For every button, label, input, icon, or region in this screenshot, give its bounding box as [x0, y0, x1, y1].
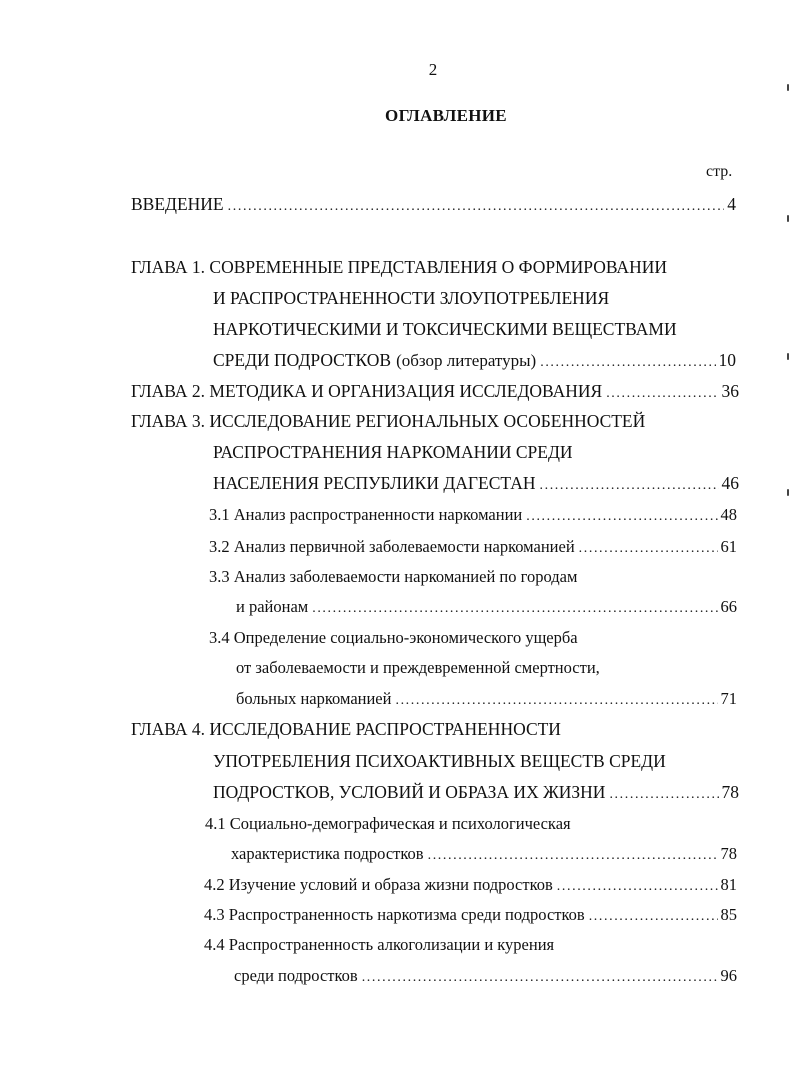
toc-entry-label-continued: УПОТРЕБЛЕНИЯ ПСИХОАКТИВНЫХ ВЕЩЕСТВ СРЕДИ: [213, 751, 666, 771]
toc-page-number: 96: [720, 966, 737, 985]
toc-entry-label: ГЛАВА 3. ИССЛЕДОВАНИЕ РЕГИОНАЛЬНЫХ ОСОБЕННОСТЕЙ: [131, 411, 646, 431]
scan-speck: [787, 215, 789, 222]
toc-section-3-2[interactable]: [209, 536, 737, 560]
toc-entry-label-continued: СРЕДИ ПОДРОСТКОВ: [213, 350, 392, 370]
toc-page-number: 78: [721, 782, 739, 802]
dot-leader: [609, 784, 718, 806]
toc-entry-chapter-2[interactable]: [131, 380, 739, 405]
dot-leader: [606, 383, 718, 405]
toc-page-number: 81: [720, 875, 737, 894]
scan-speck: [787, 489, 789, 496]
toc-section-label-continued: больных наркоманией: [236, 689, 392, 708]
toc-section-label: 4.1 Социально-демографическая и психологическая: [205, 814, 571, 833]
dot-leader: [312, 598, 717, 620]
toc-section-4-3[interactable]: [204, 904, 737, 928]
toc-entry-introduction[interactable]: [131, 193, 736, 218]
toc-entry-last-line: [213, 472, 739, 497]
toc-page-number: 46: [721, 473, 739, 493]
toc-section-label-continued: среди подростков: [234, 966, 358, 985]
scan-speck: [787, 353, 789, 360]
toc-entry-last-line: [213, 781, 739, 806]
toc-section-last-line: [236, 596, 737, 620]
toc-entry-last-line: [213, 349, 736, 374]
toc-section-label-continued: от заболеваемости и преждевременной смертности,: [236, 658, 600, 677]
dot-leader: [579, 538, 718, 560]
dot-leader: [395, 690, 717, 712]
toc-entry-label-continued: НАСЕЛЕНИЯ РЕСПУБЛИКИ ДАГЕСТАН: [213, 473, 536, 493]
dot-leader: [557, 876, 718, 898]
dot-leader: [540, 475, 719, 497]
toc-page-number: 61: [720, 537, 737, 556]
toc-entry-note: (обзор литературы): [396, 351, 537, 370]
toc-section-label-continued: характеристика подростков: [231, 844, 424, 863]
toc-page-number: 71: [720, 689, 737, 708]
toc-section-last-line: [236, 688, 737, 712]
toc-entry-label-continued: И РАСПРОСТРАНЕННОСТИ ЗЛОУПОТРЕБЛЕНИЯ: [213, 288, 610, 308]
page-title: ОГЛАВЛЕНИЕ: [385, 106, 507, 125]
toc-section-3-1[interactable]: [209, 504, 737, 528]
toc-section-4-2[interactable]: [204, 874, 737, 898]
dot-leader: [228, 196, 725, 218]
toc-entry-label: ГЛАВА 1. СОВРЕМЕННЫЕ ПРЕДСТАВЛЕНИЯ О ФОРМИРОВАНИИ: [131, 257, 667, 277]
scan-speck: [787, 84, 789, 91]
toc-page-number: 4: [727, 194, 736, 214]
dot-leader: [526, 506, 717, 528]
toc-section-label: 3.3 Анализ заболеваемости наркоманией по городам: [209, 567, 578, 586]
toc-section-label: 3.1 Анализ распространенности наркомании: [209, 505, 523, 524]
toc-entry-label-continued: НАРКОТИЧЕСКИМИ И ТОКСИЧЕСКИМИ ВЕЩЕСТВАМИ: [213, 319, 677, 339]
toc-entry-label: ВВЕДЕНИЕ: [131, 194, 224, 214]
toc-section-label: 3.2 Анализ первичной заболеваемости наркоманией: [209, 537, 575, 556]
toc-entry-label: ГЛАВА 2. МЕТОДИКА И ОРГАНИЗАЦИЯ ИССЛЕДОВАНИЯ: [131, 381, 603, 401]
toc-page-number: 48: [720, 505, 737, 524]
toc-section-label: 4.3 Распространенность наркотизма среди подростков: [204, 905, 585, 924]
toc-section-label-continued: и районам: [236, 597, 309, 616]
toc-page-number: 10: [718, 350, 736, 370]
toc-entry-label-continued: ПОДРОСТКОВ, УСЛОВИЙ И ОБРАЗА ИХ ЖИЗНИ: [213, 782, 606, 802]
toc-page-number: 78: [720, 844, 737, 863]
dot-leader: [362, 967, 718, 989]
dot-leader: [540, 352, 715, 374]
toc-page-number: 36: [721, 381, 739, 401]
dot-leader: [589, 906, 718, 928]
toc-section-last-line: [231, 843, 737, 867]
toc-page-number: 85: [720, 905, 737, 924]
toc-section-label: 4.4 Распространенность алкоголизации и курения: [204, 935, 555, 954]
toc-entry-label: ГЛАВА 4. ИССЛЕДОВАНИЕ РАСПРОСТРАНЕННОСТИ: [131, 719, 561, 739]
toc-section-label: 3.4 Определение социально-экономического ущерба: [209, 628, 578, 647]
page-number: 2: [428, 60, 438, 79]
toc-section-last-line: [234, 965, 737, 989]
toc-page-number: 66: [720, 597, 737, 616]
page-column-label: стр.: [706, 163, 733, 180]
toc-entry-label-continued: РАСПРОСТРАНЕНИЯ НАРКОМАНИИ СРЕДИ: [213, 442, 573, 462]
toc-section-label: 4.2 Изучение условий и образа жизни подростков: [204, 875, 553, 894]
dot-leader: [428, 845, 718, 867]
